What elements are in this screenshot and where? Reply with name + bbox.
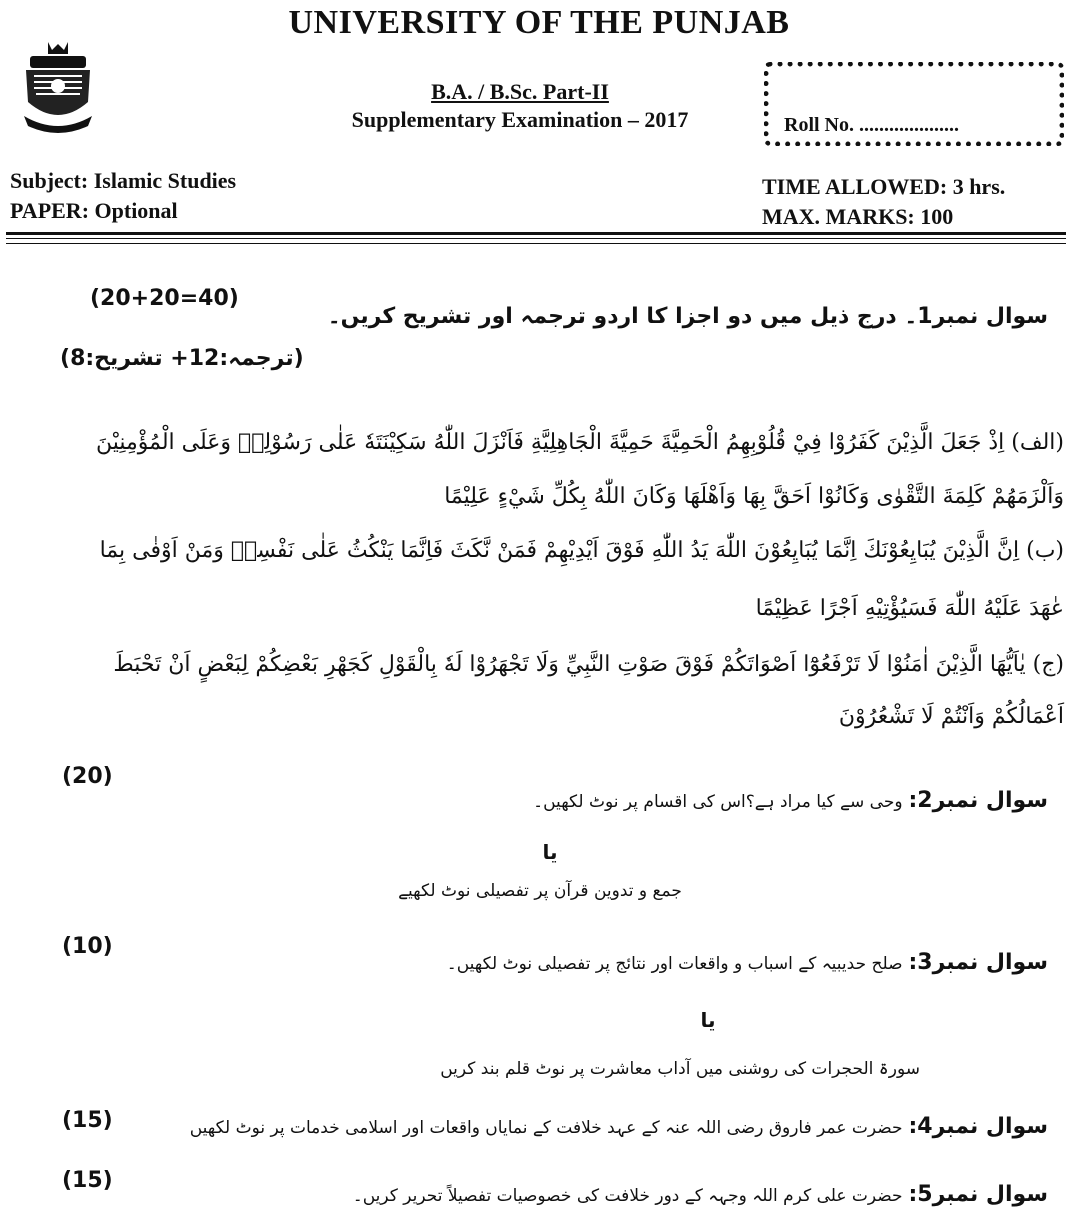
q4-label: سوال نمبر4: [908,1114,1048,1139]
university-crest-logo [18,36,98,136]
q5-marks: (15) [62,1168,113,1193]
q3-text: صلح حدیبیہ کے اسباب و واقعات اور نتائج پر تفصیلی نوٹ لکھیں۔ [446,954,903,974]
subject-info [10,166,236,226]
header-divider [6,238,1066,239]
header-divider [6,232,1066,235]
time-allowed: TIME ALLOWED: 3 hrs. [762,174,1006,199]
subject: Subject: Islamic Studies [10,168,237,193]
q1-part-a-line2: وَاَلْزَمَهُمْ كَلِمَةَ التَّقْوٰى وَكَانُوْا اَحَقَّ بِهَا وَاَهْلَهَا وَكَانَ اللّٰهُ بِكُلِّ شَيْءٍ عَلِيْمًا [444,484,1064,509]
q1-marks: (20+20=40) [90,286,239,311]
q5-label: سوال نمبر5: [908,1182,1048,1207]
q2-or: یا [542,840,558,864]
q1-marks-breakdown: (ترجمہ:12+ تشریح:8) [60,346,304,371]
q2-question [533,788,1048,813]
exam-session: Supplementary Examination – 2017 [351,107,689,132]
q5-question [353,1182,1048,1207]
q3-alternative: سورۃ الحجرات کی روشنی میں آداب معاشرت پر نوٹ قلم بند کریں [440,1059,920,1079]
q3-marks: (10) [62,934,113,959]
time-marks-info [762,172,1005,232]
q2-label: سوال نمبر2: [908,788,1048,813]
paper: PAPER: Optional [10,198,178,223]
q2-alternative: جمع و تدوین قرآن پر تفصیلی نوٹ لکھیے [398,881,682,901]
q3-label: سوال نمبر3: [908,950,1048,975]
q3-or: یا [700,1008,716,1032]
max-marks: MAX. MARKS: 100 [762,204,954,229]
header-divider [6,243,1066,244]
exam-info [290,78,750,134]
q1-part-b-line1: (ب) اِنَّ الَّذِيْنَ يُبَايِعُوْنَكَ اِنَّمَا يُبَايِعُوْنَ اللّٰهَ يَدُ اللّٰهِ فَوْقَ اَيْدِيْهِمْ فَمَنْ نَّكَثَ فَاِنَّمَا يَنْكُثُ عَلٰى نَفْسِهٖ وَمَنْ اَوْفٰى بِمَا [99,538,1064,563]
q1-part-c-line2: اَعْمَالُكُمْ وَاَنْتُمْ لَا تَشْعُرُوْنَ [838,704,1064,729]
q1-part-c-line1: (ج) يٰاَيُّهَا الَّذِيْنَ اٰمَنُوْا لَا تَرْفَعُوْٓا اَصْوَاتَكُمْ فَوْقَ صَوْتِ النَّبِيِّ وَلَا تَجْهَرُوْا لَهٗ بِالْقَوْلِ كَجَهْرِ بَعْضِكُمْ لِبَعْضٍ اَنْ تَحْبَطَ [113,652,1064,677]
q4-marks: (15) [62,1108,113,1133]
roll-number-field: Roll No. .................... [784,114,959,136]
q2-text: وحی سے کیا مراد ہے؟اس کی اقسام پر نوٹ لکھیں۔ [533,792,903,812]
q5-text: حضرت علی کرم اللہ وجہہ کے دور خلافت کی خصوصیات تفصیلاً تحریر کریں۔ [352,1186,903,1206]
q4-text: حضرت عمر فاروق رضی اللہ عنہ کے عہد خلافت کے نمایاں واقعات اور اسلامی خدمات پر نوٹ لکھیں [189,1118,903,1138]
q1-part-a-line1: (الف) اِذْ جَعَلَ الَّذِيْنَ كَفَرُوْا فِيْ قُلُوْبِهِمُ الْحَمِيَّةَ حَمِيَّةَ الْجَاهِلِيَّةِ فَاَنْزَلَ اللّٰهُ سَكِيْنَتَهٗ عَلٰى رَسُوْلِهٖ وَعَلَى الْمُؤْمِنِيْنَ [95,430,1064,455]
q2-marks: (20) [62,764,113,789]
university-title: UNIVERSITY OF THE PUNJAB [288,4,790,41]
q1-heading: سوال نمبر1۔ درج ذیل میں دو اجزا کا اردو ترجمہ اور تشریح کریں۔ [327,304,1048,329]
q4-question [190,1114,1048,1139]
q1-part-b-line2: عٰهَدَ عَلَيْهُ اللّٰهَ فَسَيُؤْتِيْهِ اَجْرًا عَظِيْمًا [755,596,1064,621]
q3-question [447,950,1048,975]
exam-part: B.A. / B.Sc. Part-II [431,79,609,104]
